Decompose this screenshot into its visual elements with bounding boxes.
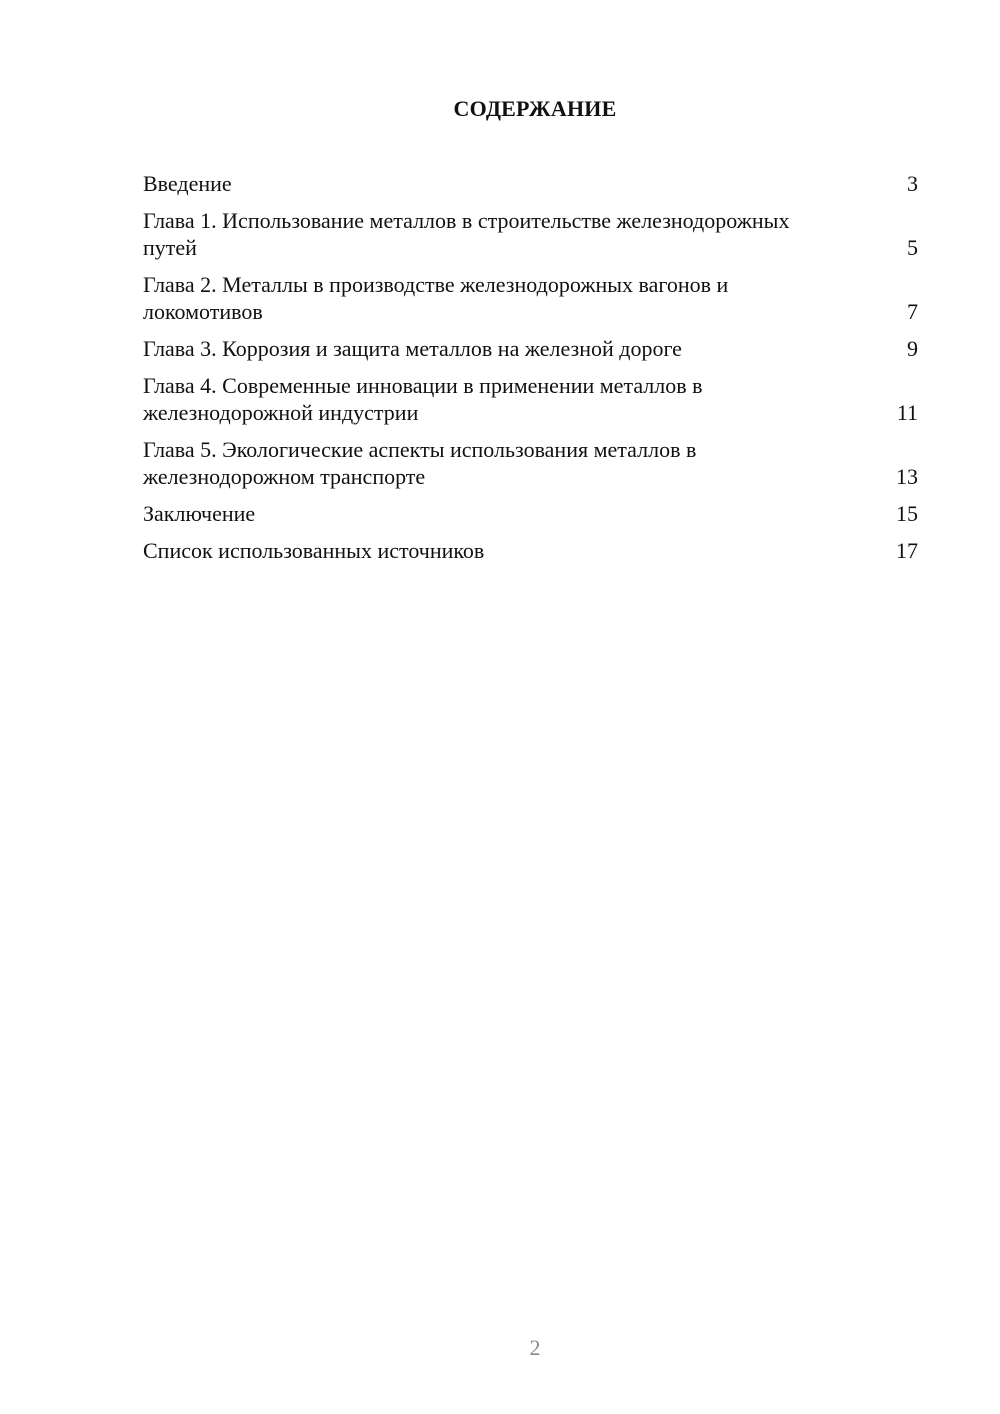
toc-entry-page: 15 bbox=[896, 501, 918, 526]
toc-entry bbox=[143, 271, 918, 325]
toc-entry-page: 7 bbox=[907, 299, 918, 324]
toc-entry-title: Глава 1. Использование металлов в строительстве железнодорожных путей bbox=[143, 208, 790, 260]
toc-entry-page: 5 bbox=[907, 235, 918, 260]
toc-entry-page: 9 bbox=[907, 336, 918, 361]
toc-entry bbox=[143, 436, 918, 490]
toc-entry bbox=[143, 170, 918, 197]
toc-title: СОДЕРЖАНИЕ bbox=[453, 96, 617, 121]
toc-entry-page: 11 bbox=[896, 400, 918, 425]
toc-entry-title: Глава 3. Коррозия и защита металлов на железной дороге bbox=[143, 336, 682, 361]
toc-entry-title: Глава 5. Экологические аспекты использования металлов в железнодорожном транспорте bbox=[143, 437, 697, 489]
toc-entry bbox=[143, 207, 918, 261]
toc-entry bbox=[143, 537, 918, 564]
toc-entry-page: 17 bbox=[896, 538, 918, 563]
toc-entry bbox=[143, 372, 918, 426]
page-number: 2 bbox=[529, 1335, 541, 1360]
toc-entry-title: Глава 2. Металлы в производстве железнодорожных вагонов и локомотивов bbox=[143, 272, 729, 324]
toc-entry-title: Список использованных источников bbox=[143, 538, 485, 563]
table-of-contents bbox=[143, 170, 918, 574]
toc-entry-title: Введение bbox=[143, 171, 232, 196]
toc-entry-page: 13 bbox=[896, 464, 918, 489]
toc-entry-title: Заключение bbox=[143, 501, 256, 526]
toc-entry-title: Глава 4. Современные инновации в применении металлов в железнодорожной индустрии bbox=[143, 373, 703, 425]
toc-entry bbox=[143, 335, 918, 362]
toc-entry bbox=[143, 500, 918, 527]
toc-entry-page: 3 bbox=[907, 171, 918, 196]
